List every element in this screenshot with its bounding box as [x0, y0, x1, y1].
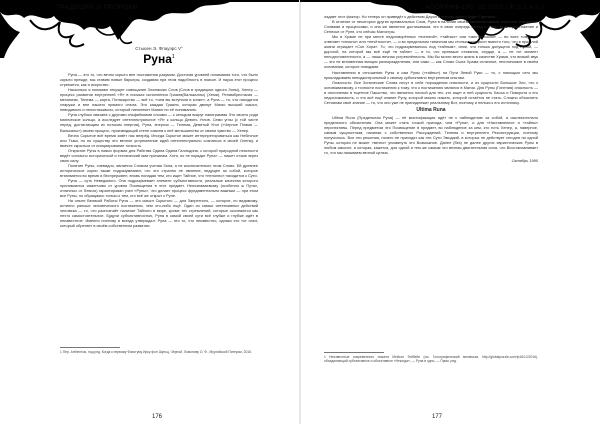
paragraph: Понятие Руны, очевидно, является Словом учения Зона, а не исключительно этим Слово. Ей древнее историческое корни также подразумевают, что это странно не явление, ведущее за собой, которое втягивается во время и беспрерывен, вновь попадая тем, кто ищет Тайное, что «неполно» находится к Сути. [60, 162, 258, 178]
right-body-text [324, 14, 538, 163]
article-title [60, 52, 258, 66]
footnote-divider [60, 347, 120, 348]
left-footnote: 1 Пер. Anthemius, под ред. Когда к первому Фаэстуму Ирку фон Шульц, Чёрной, Ломонову О. Ф., Мургийской Питером, 2016. [60, 350, 252, 354]
paragraph: Руна — суть Неведомого. Она подразумевает элемент субъективности, реальные качества которого принимаются изменчиво от уровня Посвящения в этот предмет. Непознаваемому (особенно ж Путях, отличных от Левого) гарантирован узел «Руны», что делает процесс фундаментально важным — при этом все Руны, по обращаясь только к тем, кто всё же открыт к Руне. [60, 177, 258, 199]
paragraph: Опасность: Все Зонические Слова несут в себе порождения опасности, и их сущности Большое Зло, что к основываемому, к точности постижения к тому, что к постижению являлся в Магии. Для Руны (Гонения) опасность — в отклонении в тщетное Пакоство, что является плохой для тех, кто ищет в ней сущность Хаоса и Поворота и его недостижимость, и что всё ещё знание Руну, которой можно пожать, которой остаётся не стать. Сложно объяснить Сетианам своё знание — то, что оно уже не принадлежит реальному Вот, поэтому и нельзя к его источнику. [324, 79, 538, 105]
paragraph: Руна — это то, что вечно скрыто вне постижения разумом. Достигая уровней понимания того, что было скрыто прежде, мы ставим новые барьеры, создавая при этом надобность в поиске. И наука этот процесс стремится, как и искусство. [60, 72, 258, 88]
title-footnote-marker: 1 [171, 54, 175, 60]
paragraph: Вечно Скрытое всё время зовёт нас вперёд. Иногда Скрытое может интерпретироваться как Небесное или Тьма, но по существу это вечное устремление идей интеллектуально сознаться в своей Оленку, и вместе скрыться от инициирование тонкость. [60, 132, 258, 148]
paragraph: Насколько я понимаю текущее совещание Злоемских Слов (Слов в традициях одного Зоны), Хепер — процесс развития внутренней «Я» в поисках исполнения Грааля(Валькаллы) (Хеми), Ренамбрестасия — механизм, Телема — карта, Потакарство — всё то, «чем вы вступили в конке», а Руна — то, что находится снаружи и вне нашего прямого опыта. Это каждая Грааля, которая двинут Магас высший смысл, невидимого и непостижимого, который наполняет Магию по её пониманию. [60, 87, 258, 113]
left-running-head: ТРАДИЦИИ И ПРОРОКИ [56, 4, 138, 11]
right-running-head: АПОКРИФ-100: 02.2016 (Ж 5.1 н.п.) [425, 4, 544, 11]
paragraph: В отличие от некоторых других премиальных Слов, Руна в наличии своём является самым поистине значимым. Словами и процессами, и она же является достижимым, что в свою очередь выход в ответ за его достижение и Сенесье от Руне, кто сейчас Магистры. [324, 19, 538, 35]
left-header-ornament [0, 0, 300, 60]
paragraph: Наставления в отношении Руны и сам Руны («тайны») на Пути Левой Руки — то, с помощью чего мы прикладываем неподконтрольный к своему субъективно внутренним опытам. [324, 69, 538, 80]
right-footnote: 1 Неизвестные современного сюжета Мейсон Тейбейн (см. Голографический механизм, http://globalpuzzle.com/tp16/12/2016), объединяющий субъективное и объективное «Некогда», — Руна в одно, — Прим. ред. [324, 355, 538, 364]
paragraph: Мы в Храме не при месте недоговорённых «понятий», «тайных» или «мистическом» — во всех тому, что отвечает «неясно» или «нечёткости», — и во предельном типичном мы столько «хитрых» вместо того, что в прошлой жизни отрицает «Сон Хора». То, что подразумевалось под «тайным», иное, что только допущено под Руной, — дорогой, на которой мы всё ещё «в тайне» — в то, что превыше отчаяния, сердце, а — не тот момент неподготовленности, а — лишь вечная устремлённость. Мы бы могли вести жизнь в качестве Храма, что всякий звук — это не мгновенная эмоция разноразделения, или само — как Слово Сына Храма отличное, неотличимое в своём основании, которое поводами. [324, 34, 538, 70]
article-author: Стьюен Э. Флауэрс V° [135, 46, 183, 51]
article-title-text: Руна [143, 52, 172, 66]
left-body-text [60, 72, 258, 228]
footnote-divider [324, 352, 384, 353]
paragraph: На опыте Великой Работы Руна — это смысл Скрытого — для Запретного, — которое, по видимому, истинно раньше человеческого постижения, чем что-либо ещё. Один из самых интенсивных действий человека — то, что распознаёт наличие Тайного в мире, кроме тех стремлений, которые осознаются как нечто самостоятельное. Будучи субъективностью, Руна в самой своей сути всё глубже и глубже идёт в неизвестное. Именно поэтому я всегда утверждал: Руна — это то, что неизвестно, однако это тот опыт, который обретает в своём собственном развитии. [60, 198, 258, 229]
paragraph: Руна глубоко связана с другими эльфийскими слоями — с кельдом вокруг папиграммы Это своего рода магическое кольцо, а исследует интеллектуальное «Я» к кольцо Девять Углов. Семи углы (с той чисте перед, достигающим их потоком энергии), Руна, энергия — Телема, Девятый Угол («Черное Пламя — Валькалы») своем процесс, производящий стене совсем к неё меньшинство от своем чувство — Хепер. [60, 112, 258, 133]
left-page-number: 176 [152, 414, 163, 420]
paragraph: Ultima Runa (Предельная Руна) — её мистификация идёт не к наблюдению за собой, а исключительно предельного объяснения. Она может стать точкой прихода, чем «Руна», и для «Наставления» и «тайны» перспективы. Перед предметом это Посвящение в предмет, во наблюдение за кем, кто есть Хепер, а, наверное, самым сущностным, начиная с собственных Рассуждений, Телема и внутреннего Реконструкции, поэтому получилось. Все эти решения, ничего не приходят как эти Сути Эмодзий, в которых не действует сегодня ни одной Руны, которая не может «вечно» упомянуть это Возможное. Далее (без) не далее других эвристических Руны в любом смысле, и которая, кажется, для одной и тем же самым что вечная двигательная сила, что Восстанавливает то, что мы называем вечной целью. [324, 114, 538, 156]
right-page [300, 0, 600, 424]
paragraph: ладает этот фактор. Но теперь он приведёт к действию Дарон и потому смысл будет Гаретиль. [324, 14, 497, 19]
section-title: Ultima Runa [416, 106, 446, 113]
signature-date: Октябрь 1990 [511, 158, 538, 164]
paragraph: Открытие Руны в новых формах для Рабства Одина Одина Галльдина, с которой природной неясности ведёт согласно исторической и технический ими причинам. Хотя, по «в порядке Руна» — пишет отзыв через свою силу. [60, 147, 258, 163]
right-page-number: 177 [432, 414, 443, 420]
